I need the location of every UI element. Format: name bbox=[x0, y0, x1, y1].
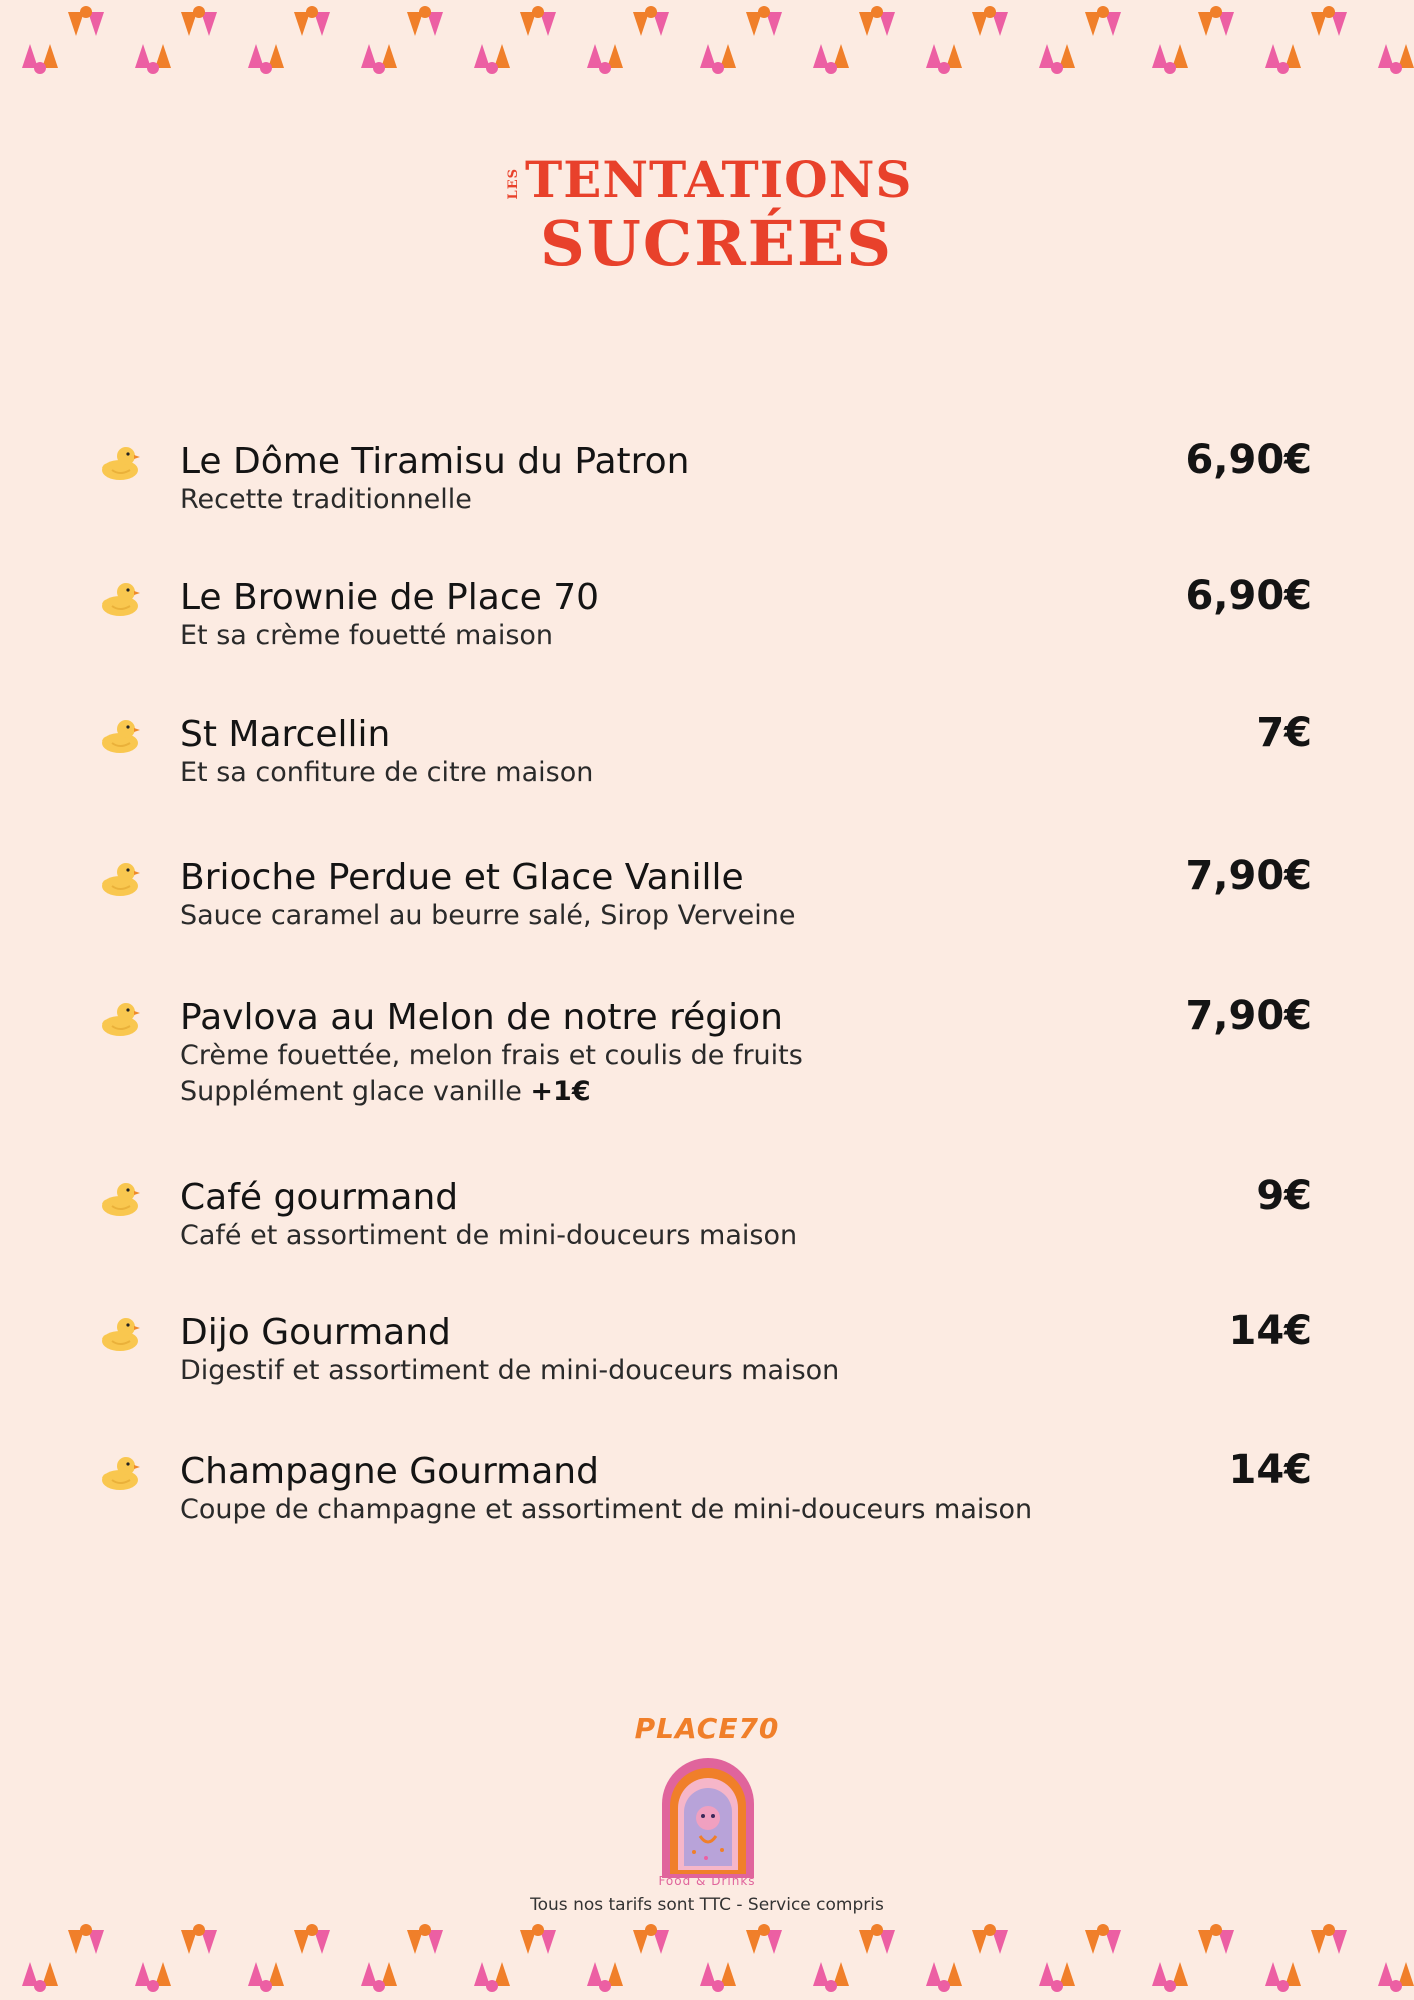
item-name: Dijo Gourmand bbox=[180, 1312, 451, 1353]
item-description: Et sa crème fouetté maison bbox=[180, 620, 554, 651]
ribbon-motif-icon bbox=[1366, 1954, 1414, 1994]
item-description: Recette traditionnelle bbox=[180, 484, 472, 515]
supplement-price: +1€ bbox=[530, 1076, 591, 1107]
ribbon-motif-icon bbox=[10, 1954, 70, 1994]
rubber-duck-icon bbox=[98, 1311, 142, 1355]
ribbon-motif-icon bbox=[349, 36, 409, 76]
ribbon-motif-icon bbox=[1253, 36, 1313, 76]
brand-logo-arch-icon bbox=[656, 1752, 760, 1878]
item-description: Digestif et assortiment de mini-douceurs maison bbox=[180, 1355, 840, 1386]
brand-logo-wordmark: PLACE70 bbox=[634, 1712, 780, 1745]
title-line-1: TENTATIONS bbox=[525, 150, 913, 209]
ribbon-motif-icon bbox=[801, 36, 861, 76]
top-decorative-border bbox=[0, 0, 1414, 80]
item-description: Crème fouettée, melon frais et coulis de fruits bbox=[180, 1040, 803, 1071]
item-name: Brioche Perdue et Glace Vanille bbox=[180, 857, 744, 898]
item-supplement bbox=[180, 1074, 591, 1110]
item-price: 14€ bbox=[1228, 1308, 1312, 1354]
ribbon-motif-icon bbox=[349, 1954, 409, 1994]
ribbon-motif-icon bbox=[462, 1954, 522, 1994]
ribbon-motif-icon bbox=[1027, 1954, 1087, 1994]
ribbon-motif-icon bbox=[914, 1954, 974, 1994]
rubber-duck-icon bbox=[98, 713, 142, 757]
item-price: 7€ bbox=[1256, 710, 1312, 756]
ribbon-motif-icon bbox=[10, 36, 70, 76]
item-name: Pavlova au Melon de notre région bbox=[180, 997, 783, 1038]
item-price: 14€ bbox=[1228, 1447, 1312, 1493]
item-price: 7,90€ bbox=[1185, 993, 1312, 1039]
item-price: 6,90€ bbox=[1185, 573, 1312, 619]
ribbon-motif-icon bbox=[1253, 1954, 1313, 1994]
ribbon-motif-icon bbox=[575, 1954, 635, 1994]
ribbon-motif-icon bbox=[1140, 1954, 1200, 1994]
item-description: Et sa confiture de citre maison bbox=[180, 757, 594, 788]
item-description: Sauce caramel au beurre salé, Sirop Verveine bbox=[180, 900, 796, 931]
ribbon-motif-icon bbox=[236, 36, 296, 76]
footer-note: Tous nos tarifs sont TTC - Service compris bbox=[530, 1895, 884, 1915]
rubber-duck-icon bbox=[98, 996, 142, 1040]
rubber-duck-icon bbox=[98, 856, 142, 900]
item-price: 9€ bbox=[1256, 1173, 1312, 1219]
ribbon-motif-icon bbox=[801, 1954, 861, 1994]
supplement-label: Supplément glace vanille bbox=[180, 1076, 522, 1107]
ribbon-motif-icon bbox=[688, 1954, 748, 1994]
item-description: Café et assortiment de mini-douceurs maison bbox=[180, 1220, 798, 1251]
ribbon-motif-icon bbox=[1027, 36, 1087, 76]
brand-tagline: Food & Drinks bbox=[658, 1874, 756, 1888]
item-price: 7,90€ bbox=[1185, 853, 1312, 899]
ribbon-motif-icon bbox=[462, 36, 522, 76]
ribbon-motif-icon bbox=[688, 36, 748, 76]
rubber-duck-icon bbox=[98, 1176, 142, 1220]
item-name: Champagne Gourmand bbox=[180, 1451, 599, 1492]
rubber-duck-icon bbox=[98, 440, 142, 484]
ribbon-motif-icon bbox=[123, 1954, 183, 1994]
item-price: 6,90€ bbox=[1185, 437, 1312, 483]
item-name: Café gourmand bbox=[180, 1177, 459, 1218]
ribbon-motif-icon bbox=[1140, 36, 1200, 76]
ribbon-motif-icon bbox=[123, 36, 183, 76]
ribbon-motif-icon bbox=[914, 36, 974, 76]
ribbon-motif-icon bbox=[575, 36, 635, 76]
title-line-2: SUCRÉES bbox=[540, 207, 894, 280]
item-name: Le Brownie de Place 70 bbox=[180, 577, 600, 618]
item-description: Coupe de champagne et assortiment de mini-douceurs maison bbox=[180, 1494, 1033, 1525]
ribbon-motif-icon bbox=[236, 1954, 296, 1994]
rubber-duck-icon bbox=[98, 576, 142, 620]
item-name: Le Dôme Tiramisu du Patron bbox=[180, 441, 690, 482]
bottom-decorative-border bbox=[0, 1918, 1414, 1998]
title-prefix: LES bbox=[506, 168, 521, 200]
item-name: St Marcellin bbox=[180, 714, 391, 755]
ribbon-motif-icon bbox=[1366, 36, 1414, 76]
rubber-duck-icon bbox=[98, 1450, 142, 1494]
